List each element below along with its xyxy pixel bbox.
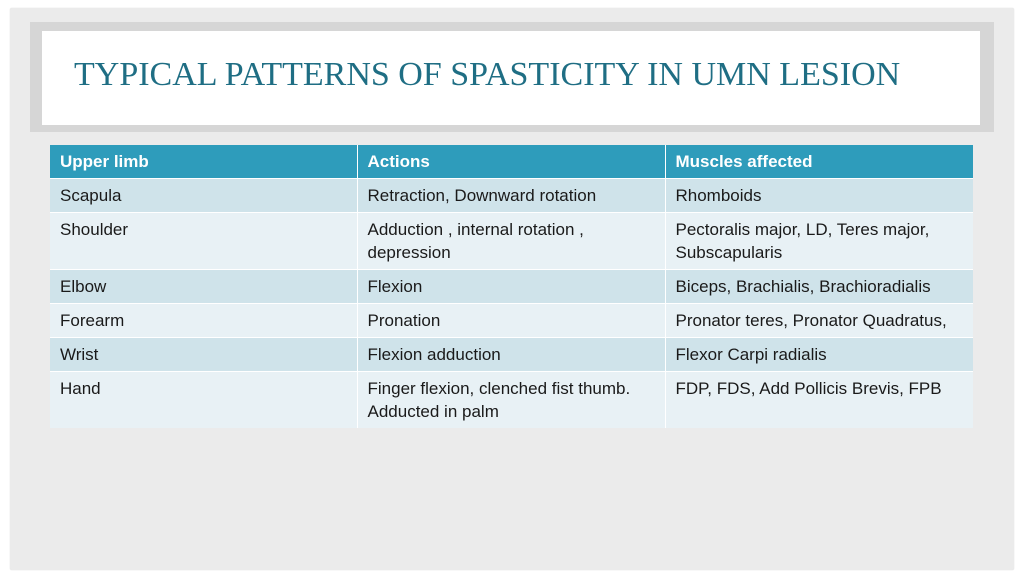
spasticity-table [50, 145, 973, 428]
cell-limb: Shoulder [50, 213, 357, 270]
cell-action: Finger flexion, clenched fist thumb. Adducted in palm [357, 372, 665, 429]
header-actions: Actions [357, 145, 665, 179]
slide-title: TYPICAL PATTERNS OF SPASTICITY IN UMN LESION [74, 56, 901, 93]
table-header-row [50, 145, 973, 179]
cell-limb: Elbow [50, 270, 357, 304]
cell-limb: Wrist [50, 338, 357, 372]
header-upper-limb: Upper limb [50, 145, 357, 179]
header-muscles-affected: Muscles affected [665, 145, 973, 179]
cell-muscles: Pronator teres, Pronator Quadratus, [665, 304, 973, 338]
table-row [50, 179, 973, 213]
cell-limb: Hand [50, 372, 357, 429]
cell-action: Flexion adduction [357, 338, 665, 372]
table-row [50, 372, 973, 429]
cell-limb: Scapula [50, 179, 357, 213]
cell-action: Retraction, Downward rotation [357, 179, 665, 213]
table-row [50, 304, 973, 338]
table-row [50, 270, 973, 304]
cell-muscles: Flexor Carpi radialis [665, 338, 973, 372]
cell-action: Adduction , internal rotation , depression [357, 213, 665, 270]
table-row [50, 338, 973, 372]
cell-limb: Forearm [50, 304, 357, 338]
table-row [50, 213, 973, 270]
cell-muscles: Biceps, Brachialis, Brachioradialis [665, 270, 973, 304]
cell-muscles: Pectoralis major, LD, Teres major, Subscapularis [665, 213, 973, 270]
cell-muscles: Rhomboids [665, 179, 973, 213]
cell-action: Flexion [357, 270, 665, 304]
cell-action: Pronation [357, 304, 665, 338]
cell-muscles: FDP, FDS, Add Pollicis Brevis, FPB [665, 372, 973, 429]
